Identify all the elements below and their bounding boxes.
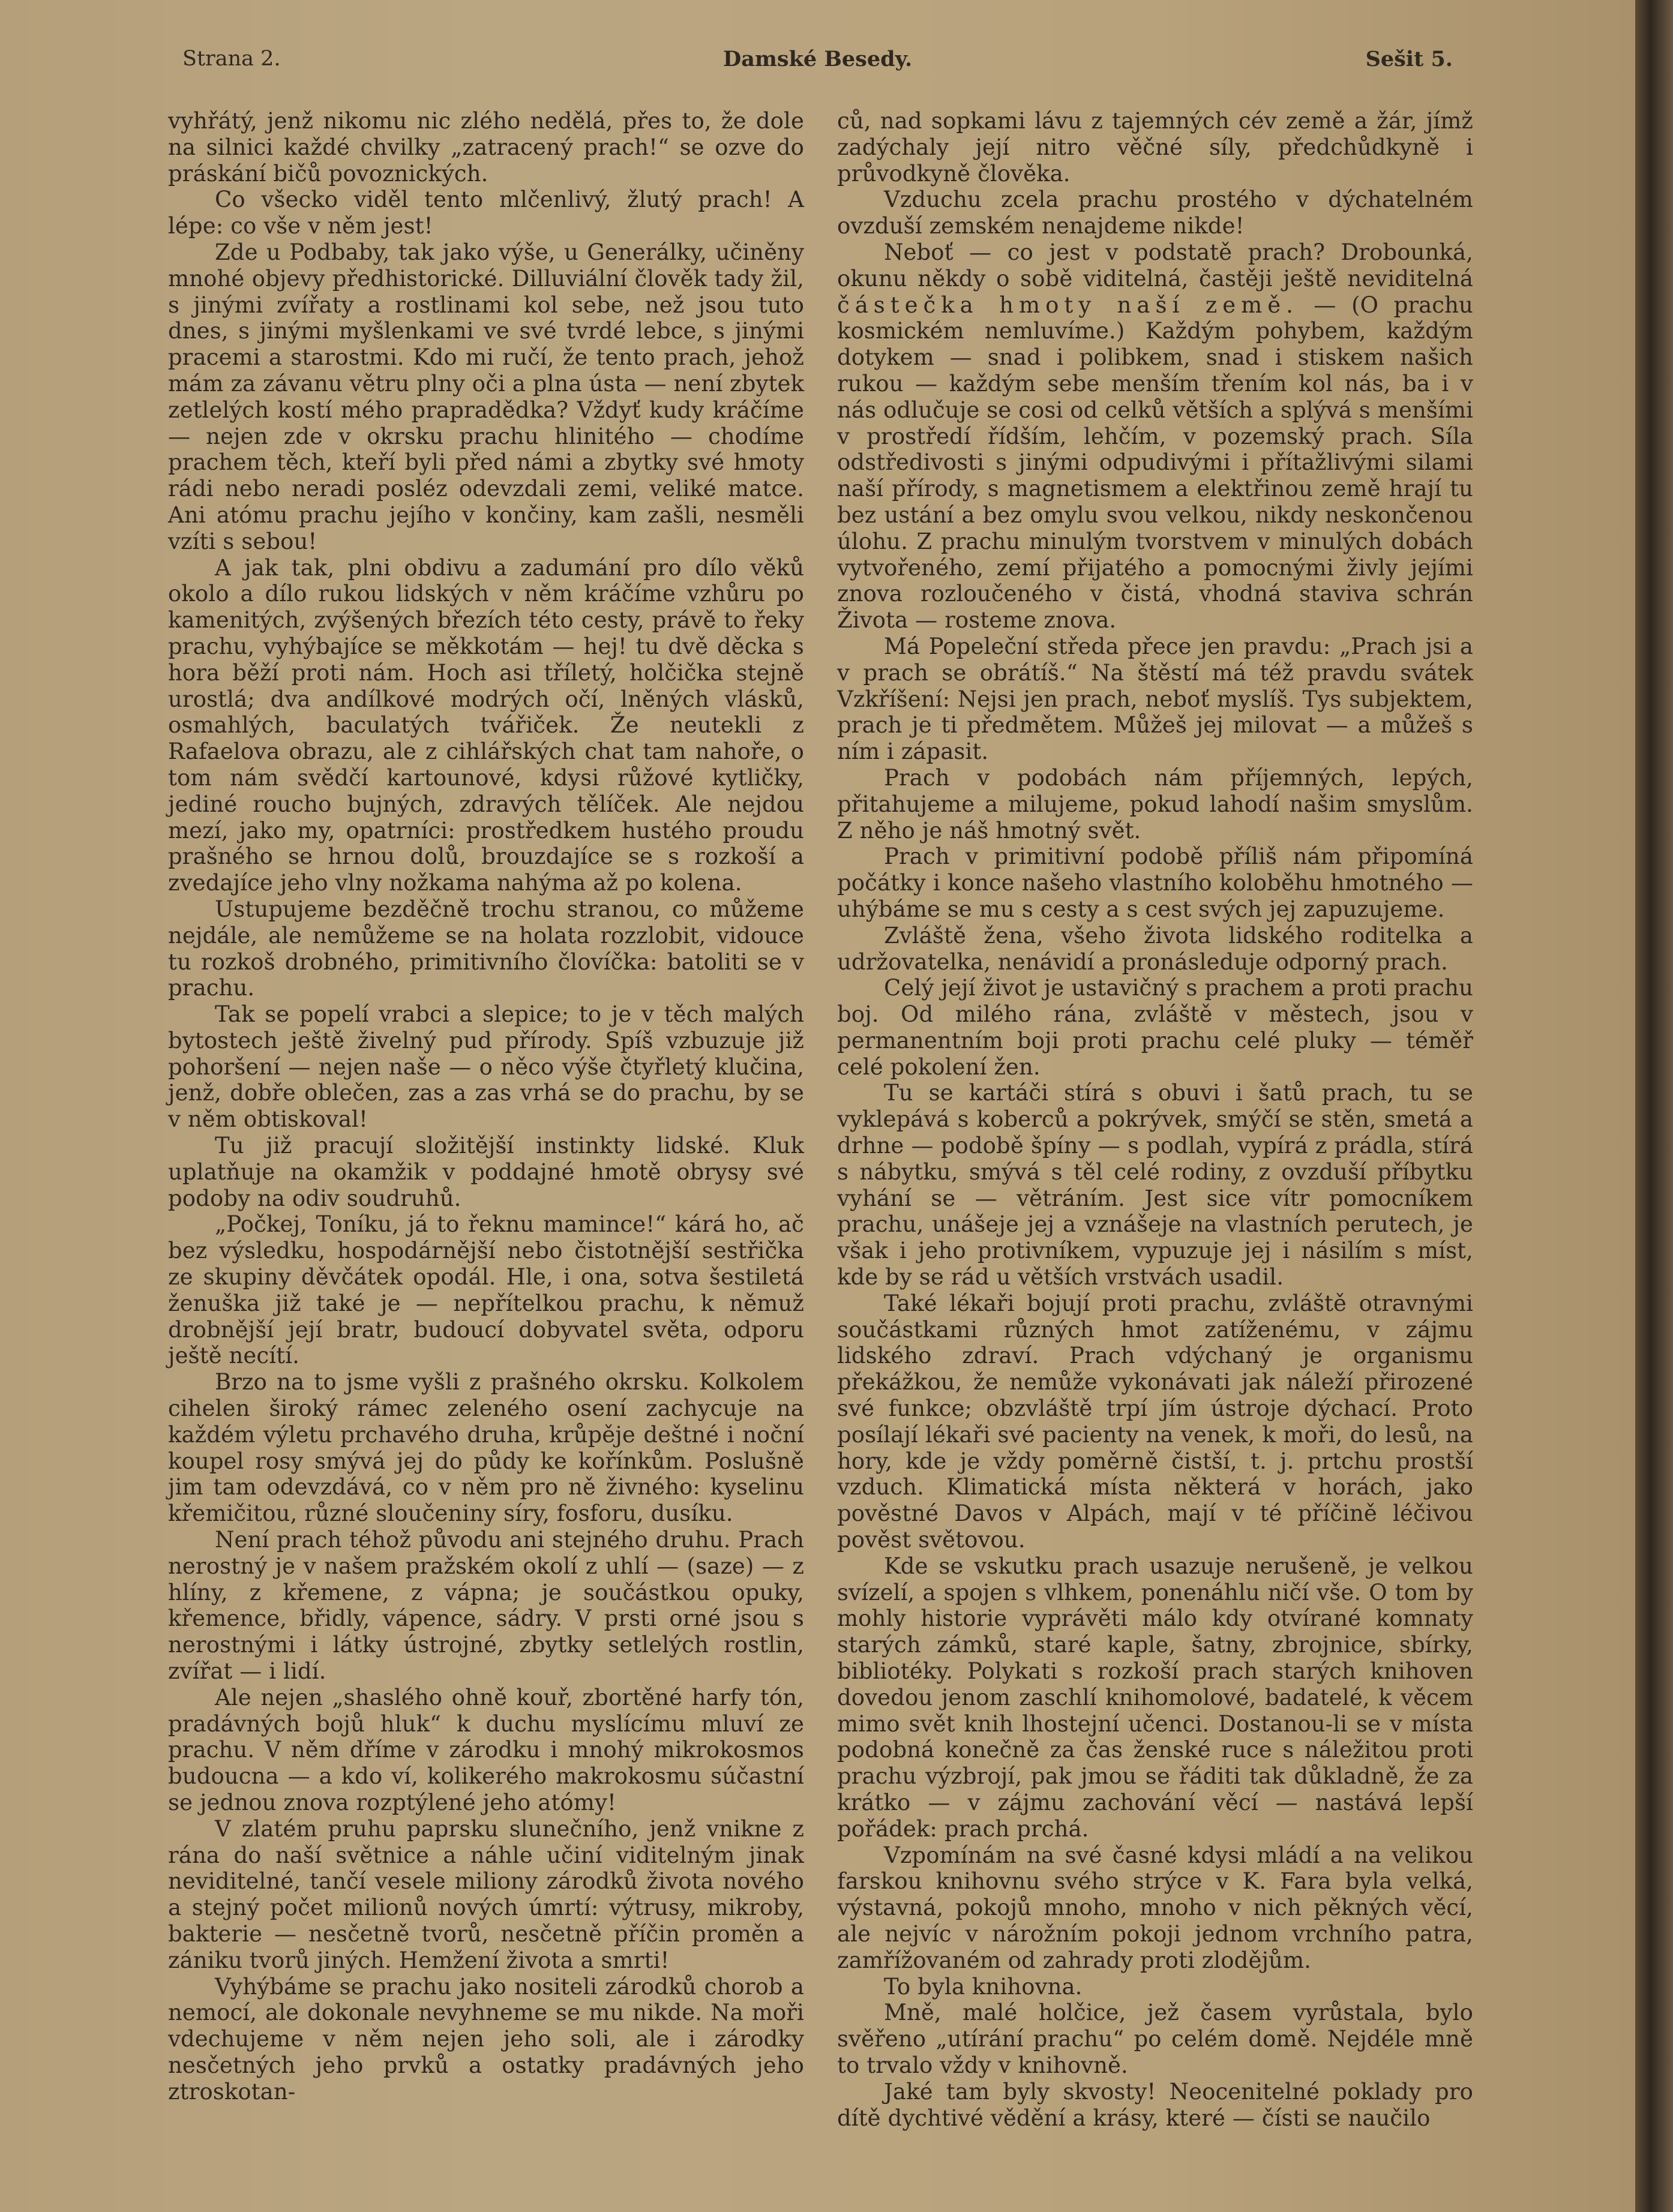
paragraph: V zlatém pruhu paprsku slunečního, jenž vnikne z rána do naší světnice a náhle učiní viditelným jinak neviditelné, tančí vesele miliony zárodků života nového a stejný počet milionů nových úmrtí: výtrusy, mikroby, bakterie — nesčetně tvorů, nesčetně příčin proměn a zániku tvorů jiných. Hemžení života a smrti! bbox=[168, 1815, 804, 1973]
paragraph: Zvláště žena, všeho života lidského roditelka a udržovatelka, nenávidí a pronásleduje odporný prach. bbox=[837, 922, 1473, 975]
paragraph: Není prach téhož původu ani stejného druhu. Prach nerostný je v našem pražském okolí z uhlí — (saze) — z hlíny, z křemene, z vápna; je součástkou opuky, křemence, břidly, vápence, sádry. V prsti orné jsou s nerostnými i látky ústrojné, zbytky setlelých rostlin, zvířat — i lidí. bbox=[168, 1527, 804, 1685]
paragraph: ců, nad sopkami lávu z tajemných cév země a žár, jímž zadýchaly její nitro věčné síly, předchůdkyně i průvodkyně člověka. bbox=[837, 108, 1473, 187]
paragraph bbox=[837, 239, 1473, 634]
paragraph: A jak tak, plni obdivu a zadumání pro dílo věků okolo a dílo rukou lidských v něm kráčíme vzhůru po kamenitých, zvýšených březích této cesty, právě to řeky prachu, vyhýbajíce se měkkotám — hej! tu dvě děcka s hora běží proti nám. Hoch asi tříletý, holčička stejně urostlá; dva andílkové modrých očí, lněných vlásků, osmahlých, baculatých tvářiček. Že neutekli z Rafaelova obrazu, ale z cihlářských chat tam nahoře, o tom nám svědčí kartounové, kdysi růžové kytličky, jediné roucho bujných, zdravých tělíček. Ale nejdou mezí, jako my, opatrníci: prostředkem hustého proudu prašného se hrnou dolů, brouzdajíce se s rozkoší a zvedajíce jeho vlny nožkama nahýma až po kolena. bbox=[168, 554, 804, 896]
paragraph: Vyhýbáme se prachu jako nositeli zárodků chorob a nemocí, ale dokonale nevyhneme se mu nikde. Na moři vdechujeme v něm nejen jeho soli, ale i zárodky nesčetných jeho prvků a ostatky pradávných jeho ztroskotan- bbox=[168, 1973, 804, 2105]
paragraph: To byla knihovna. bbox=[884, 1973, 1083, 2000]
paragraph: Mně, malé holčice, jež časem vyrůstala, bylo svěřeno „utírání prachu“ po celém domě. Nejdéle mně to trvalo vždy v knihovně. bbox=[837, 2000, 1473, 2078]
paragraph: Jaké tam byly skvosty! Neocenitelné poklady pro dítě dychtivé vědění a krásy, které — čísti se naučilo bbox=[837, 2078, 1473, 2131]
paragraph: Zde u Podbaby, tak jako výše, u Generálky, učiněny mnohé objevy předhistorické. Dilluviální člověk tady žil, s jinými zvířaty a rostlinami kol sebe, než jsou tuto dnes, s jinými myšlenkami ve své tvrdé lebce, s jinými pracemi a starostmi. Kdo mi ručí, že tento prach, jehož mám za závanu větru plny oči a plna ústa — není zbytek zetlelých kostí mého prapradědka? Vždyť kudy kráčíme — nejen zde v okrsku prachu hlinitého — chodíme prachem těch, kteří byli před námi a zbytky své hmoty rádi nebo neradi posléz odevzdali zemi, veliké matce. Ani atómu prachu jejího v končiny, kam zašli, nesměli vzíti s sebou! bbox=[168, 239, 804, 554]
paragraph: Ustupujeme bezděčně trochu stranou, co můžeme nejdále, ale nemůžeme se na holata rozzlobit, vidouce tu rozkoš drobného, primitivního človíčka: batoliti se v prachu. bbox=[168, 896, 804, 1001]
paragraph: Prach v primitivní podobě příliš nám připomíná počátky i konce našeho vlastního koloběhu hmotného — uhýbáme se mu s cesty a s cest svých jej zapuzujeme. bbox=[837, 844, 1473, 922]
right-column bbox=[837, 108, 1473, 2131]
paragraph: Tu již pracují složitější instinkty lidské. Kluk uplatňuje na okamžik v poddajné hmotě obrysy své podoby na odiv soudruhů. bbox=[168, 1133, 804, 1211]
paragraph: Celý její život je ustavičný s prachem a proti prachu boj. Od milého rána, zvláště v městech, jsou v permanentním boji proti prachu celé pluky — téměř celé pokolení žen. bbox=[837, 975, 1473, 1080]
paragraph-text: — (O prachu kosmickém nemluvíme.) Každým pohybem, každým dotykem — snad i polibkem, snad i stiskem našich rukou — každým sebe menším třením kol nás, ba i v nás odlučuje se cosi od celků větších a splývá s menšími v prostředí řídším, lehčím, v pozemský prach. Síla odstředivosti s jinými odpudivými i přítažlivými silami naší přírody, s magnetismem a elektřinou země hrají tu bez ustání a bez omylu svou velkou, nikdy neskončenou úlohu. Z prachu minulým tvorstvem v minulých dobách vytvořeného, zemí přijatého a pomocnými živly jejími znova rozloučeného v čistá, vhodná staviva schrán Života — rosteme znova. bbox=[837, 292, 1474, 634]
paragraph: Vzduchu zcela prachu prostého v dýchatelném ovzduší zemském nenajdeme nikde! bbox=[837, 187, 1473, 239]
paragraph-text: Neboť — co jest v podstatě prach? Drobounká, okunu někdy o sobě viditelná, častěji ještě neviditelná bbox=[837, 239, 1473, 292]
paragraph: „Počkej, Toníku, já to řeknu mamince!“ kárá ho, ač bez výsledku, hospodárnější nebo čistotnější sestřička ze skupiny děvčátek opodál. Hle, i ona, sotva šestiletá ženuška již také je — nepřítelkou prachu, k němuž drobnější její bratr, budoucí dobyvatel světa, odporu ještě necítí. bbox=[168, 1211, 804, 1369]
paragraph: Kde se vskutku prach usazuje nerušeně, je velkou svízelí, a spojen s vlhkem, ponenáhlu ničí vše. O tom by mohly historie vyprávěti málo kdy otvírané komnaty starých zámků, staré kaple, šatny, zbrojnice, sbírky, bibliotéky. Polykati s rozkoší prach starých knihoven dovedou jenom zaschlí knihomolové, badatelé, k věcem mimo svět knih lhostejní učenci. Dostanou-li se v místa podobná konečně za čas ženské ruce s náležitou proti prachu výzbrojí, pak jmou se řáditi tak důkladně, že za krátko — v zájmu zachování věcí — nastává lepší pořádek: prach prchá. bbox=[837, 1553, 1473, 1842]
paragraph: Brzo na to jsme vyšli z prašného okrsku. Kolkolem cihelen široký rámec zeleného osení zachycuje na každém výletu prchavého druha, krůpěje deštné i noční koupel rosy smývá jej do půdy ke kořínkům. Poslušně jim tam odevzdává, co v něm pro ně živného: kyselinu křemičitou, různé sloučeniny síry, fosforu, dusíku. bbox=[168, 1369, 804, 1527]
paragraph: Také lékaři bojují proti prachu, zvláště otravnými součástkami různých hmot zatíženému, v zájmu lidského zdraví. Prach vdýchaný je organismu překážkou, že nemůže vykonávati jak náleží přirozené své funkce; obzvláště trpí jím ústroje dýchací. Proto posílají lékaři své pacienty na venek, k moři, do lesů, na hory, kde je vždy poměrně čistší, t. j. prtchu prostší vzduch. Klimatická místa některá v horách, jako pověstné Davos v Alpách, mají v té příčině léčivou pověst světovou. bbox=[837, 1290, 1473, 1553]
book-gutter bbox=[1635, 0, 1673, 2212]
left-column bbox=[168, 108, 804, 2105]
magazine-title: Damské Besedy. bbox=[722, 47, 913, 71]
spaced-emphasis: částečka hmoty naší země. bbox=[837, 292, 1299, 318]
paragraph: Ale nejen „shaslého ohně kouř, zbortěné harfy tón, pradávných bojů hluk“ k duchu myslícímu mluví ze prachu. V něm dříme v zárodku i mnohý mikrokosmos budoucna — a kdo ví, kolikerého makrokosmu súčastní se jednou znova rozptýlené jeho atómy! bbox=[168, 1684, 804, 1815]
paragraph: Prach v podobách nám příjemných, lepých, přitahujeme a milujeme, pokud lahodí našim smyslům. Z něho je náš hmotný svět. bbox=[837, 764, 1473, 844]
page-number: Strana 2. bbox=[182, 47, 281, 71]
issue-number: Sešit 5. bbox=[1365, 47, 1453, 71]
paragraph: Tu se kartáči stírá s obuvi i šatů prach, tu se vyklepává s koberců a pokrývek, smýčí se stěn, smetá a drhne — podobě špíny — s podlah, vypírá z prádla, stírá s nábytku, smývá s těl celé rodiny, z ovzduší příbytku vyhání se — větráním. Jest sice vítr pomocníkem prachu, unášeje jej a vznášeje na vlastních perutech, je však i jeho protivníkem, vypuzuje jej i násilím s míst, kde by se rád u větších vrstvách usadil. bbox=[837, 1080, 1473, 1290]
paragraph: Vzpomínám na své časné kdysi mládí a na velikou farskou knihovnu svého strýce v K. Fara byla velká, výstavná, pokojů mnoho, mnoho v nich pěkných věcí, ale nejvíc v nárožním pokoji jednom vrchního patra, zamřížovaném od zahrady proti zlodějům. bbox=[837, 1842, 1473, 1973]
paragraph: Tak se popelí vrabci a slepice; to je v těch malých bytostech ještě živelný pud přírody. Spíš vzbuzuje již pohoršení — nejen naše — o něco výše čtyřletý klučina, jenž, dobře oblečen, zas a zas vrhá se do prachu, by se v něm obtiskoval! bbox=[168, 1001, 804, 1133]
paragraph: Má Popeleční středa přece jen pravdu: „Prach jsi a v prach se obrátíš.“ Na štěstí má též pravdu svátek Vzkříšení: Nejsi jen prach, neboť myslíš. Tys subjektem, prach je ti předmětem. Můžeš jej milovat — a můžeš s ním i zápasit. bbox=[837, 633, 1473, 765]
paragraph: vyhřátý, jenž nikomu nic zlého nedělá, přes to, že dole na silnici každé chvilky „zatracený prach!“ se ozve do práskání bičů povoznických. bbox=[168, 108, 804, 187]
paragraph: Co všecko viděl tento mlčenlivý, žlutý prach! A lépe: co vše v něm jest! bbox=[168, 187, 804, 239]
page-header bbox=[182, 47, 1453, 76]
